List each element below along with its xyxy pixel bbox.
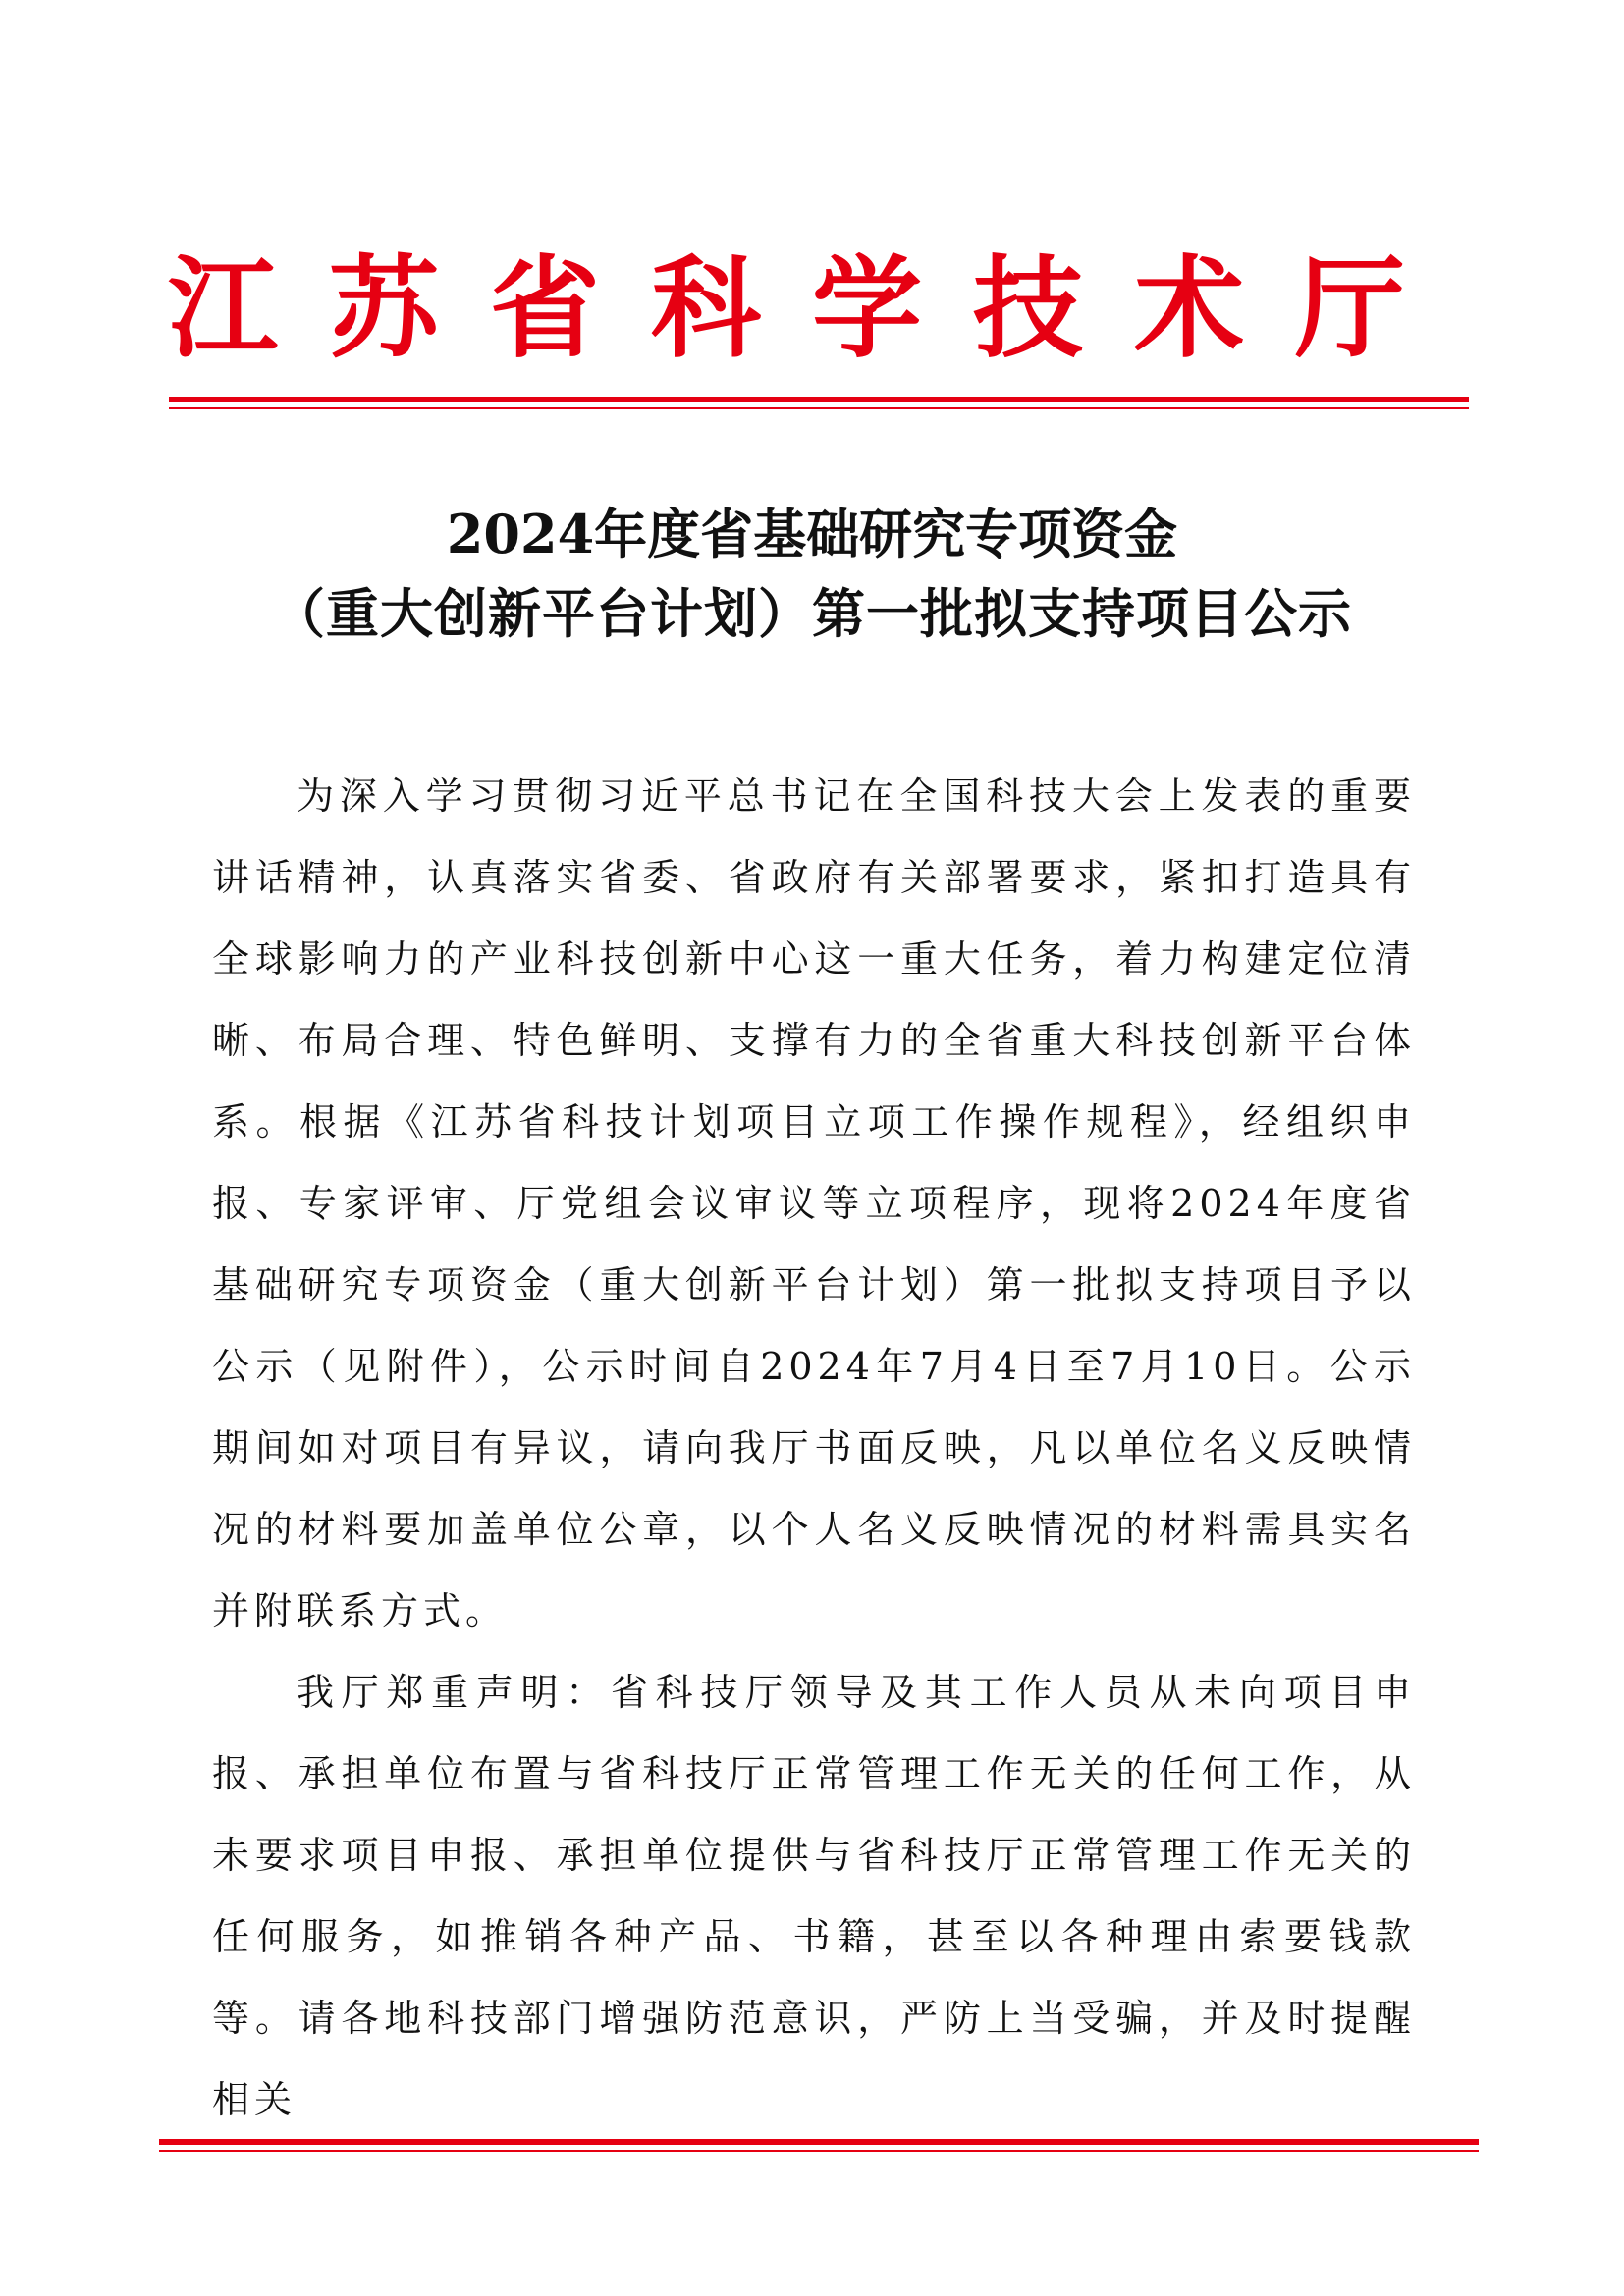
document-title-line2: （重大创新平台计划）第一批拟支持项目公示	[272, 582, 1352, 645]
masthead-rule-thick	[169, 397, 1469, 402]
masthead-org-name: 江苏省科学技术厅	[168, 245, 1456, 373]
footer-rule-thick	[159, 2139, 1479, 2145]
masthead-rule-thin	[169, 407, 1469, 409]
document-body	[212, 756, 1416, 2141]
footer-rule-thin	[159, 2150, 1479, 2152]
body-paragraph: 我厅郑重声明：省科技厅领导及其工作人员从未向项目申报、承担单位布置与省科技厅正常管理工作无关的任何工作，从未要求项目申报、承担单位提供与省科技厅正常管理工作无关的任何服务，如推销各种产品、书籍，甚至以各种理由索要钱款等。请各地科技部门增强防范意识，严防上当受骗，并及时提醒相关	[212, 1671, 1416, 2121]
document-title-line1: 2024年度省基础研究专项资金	[446, 503, 1178, 565]
body-paragraph: 为深入学习贯彻习近平总书记在全国科技大会上发表的重要讲话精神，认真落实省委、省政府有关部署要求，紧扣打造具有全球影响力的产业科技创新中心这一重大任务，着力构建定位清晰、布局合理、特色鲜明、支撑有力的全省重大科技创新平台体系。根据《江苏省科技计划项目立项工作操作规程》，经组织申报、专家评审、厅党组会议审议等立项程序，现将2024年度省基础研究专项资金（重大创新平台计划）第一批拟支持项目予以公示（见附件），公示时间自2024年7月4日至7月10日。公示期间如对项目有异议，请向我厅书面反映，凡以单位名义反映情况的材料要加盖单位公章，以个人名义反映情况的材料需具实名并附联系方式。	[212, 774, 1416, 1632]
